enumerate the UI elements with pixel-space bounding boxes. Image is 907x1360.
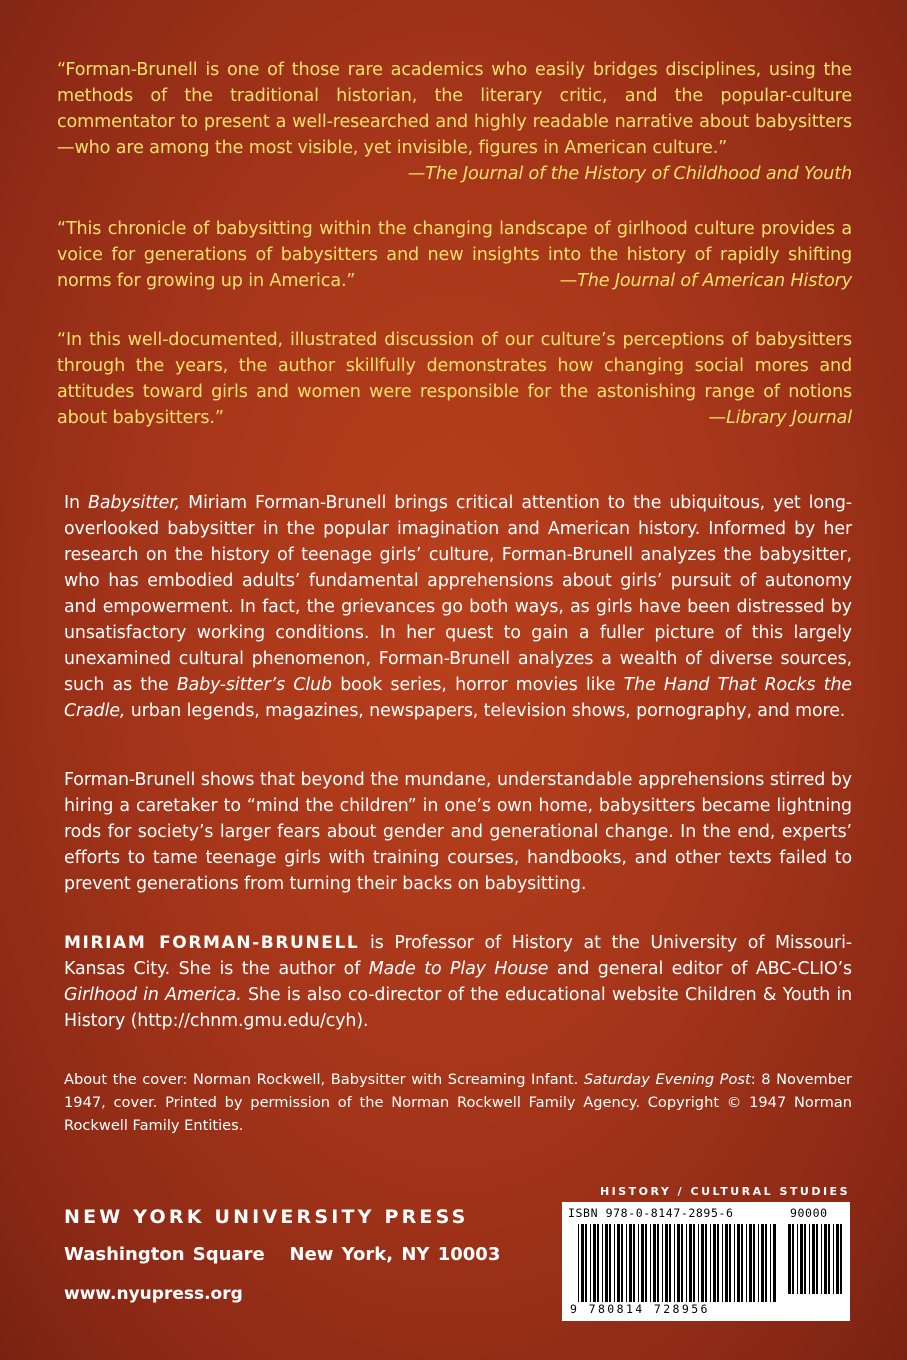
isbn-label: ISBN 978-0-8147-2895-6 bbox=[568, 1206, 734, 1220]
barcode-bar bbox=[650, 1224, 651, 1302]
barcode-bar bbox=[770, 1224, 771, 1302]
barcode-bar bbox=[758, 1224, 759, 1302]
barcode-bar bbox=[741, 1224, 743, 1302]
review-2 bbox=[57, 216, 852, 294]
barcode-bar bbox=[638, 1224, 639, 1302]
publisher-website: www.nyupress.org bbox=[64, 1284, 243, 1304]
review-2-text: “This chronicle of babysitting within the changing landscape of girlhood culture provides a voice for generations of babysitters and new insights into the history of rapidly shifting norms for growing up in America.” bbox=[57, 219, 852, 291]
barcode-bar bbox=[602, 1224, 603, 1302]
barcode-bar bbox=[617, 1224, 620, 1302]
barcode-bar bbox=[657, 1224, 659, 1302]
barcode-bar bbox=[698, 1224, 699, 1302]
publisher-name: NEW YORK UNIVERSITY PRESS bbox=[64, 1206, 469, 1228]
barcode-bar bbox=[681, 1224, 683, 1302]
barcode-bar bbox=[773, 1224, 776, 1302]
barcode-bar bbox=[765, 1224, 767, 1302]
barcode-bar bbox=[626, 1224, 627, 1302]
barcode-bar bbox=[614, 1224, 615, 1302]
bio-book-title: Made to Play House bbox=[368, 959, 549, 979]
barcode-bar bbox=[753, 1224, 755, 1302]
review-1-text: “Forman-Brunell is one of those rare academics who easily bridges disciplines, using the methods of the traditional historian, the literary critic, and the popular-culture commentator to present a well-researched and highly readable narrative about babysitters—who are among the most visible, yet invisible, figures in American culture.” bbox=[57, 60, 852, 158]
review-2-attribution: —The Journal of American History bbox=[559, 271, 852, 291]
barcode-bar bbox=[609, 1224, 611, 1302]
barcode-bar bbox=[800, 1224, 803, 1294]
description-paragraph-1 bbox=[64, 490, 852, 724]
barcode-bar bbox=[722, 1224, 723, 1302]
barcode-bar bbox=[665, 1224, 668, 1302]
barcode-bar bbox=[713, 1224, 716, 1302]
review-3-attribution: —Library Journal bbox=[708, 408, 852, 428]
publisher-address: Washington Square New York, NY 10003 bbox=[64, 1244, 501, 1265]
barcode-bar bbox=[797, 1224, 798, 1294]
barcode-bar bbox=[633, 1224, 635, 1302]
barcode-bar bbox=[737, 1224, 740, 1302]
barcode-bar bbox=[605, 1224, 608, 1302]
price-code: 90000 bbox=[790, 1206, 828, 1220]
barcode-bar bbox=[717, 1224, 719, 1302]
barcode-bar bbox=[788, 1224, 791, 1294]
barcode-bar bbox=[705, 1224, 707, 1302]
barcode-bar bbox=[701, 1224, 704, 1302]
desc-book-title: Babysitter, bbox=[87, 493, 181, 513]
barcode-bar bbox=[710, 1224, 711, 1302]
barcode-bar bbox=[585, 1224, 587, 1302]
barcode bbox=[562, 1202, 850, 1321]
barcode-bar bbox=[836, 1224, 839, 1294]
barcode-bar bbox=[792, 1224, 794, 1294]
barcode-bar bbox=[686, 1224, 687, 1302]
barcode-bar bbox=[816, 1224, 818, 1294]
barcode-bar bbox=[641, 1224, 644, 1302]
desc-series-title: Baby-sitter’s Club bbox=[176, 675, 332, 695]
author-bio bbox=[64, 930, 852, 1034]
barcode-bar bbox=[662, 1224, 663, 1302]
cover-note-text: : 8 November 1947, cover. Printed by permission of the Norman Rockwell Family Agency. Copyright © 1947 Norman Rockwell Family Entities. bbox=[64, 1071, 852, 1134]
barcode-bar bbox=[833, 1224, 834, 1294]
barcode-bar bbox=[693, 1224, 695, 1302]
barcode-bar bbox=[761, 1224, 764, 1302]
barcode-bar bbox=[677, 1224, 680, 1302]
author-name: MIRIAM FORMAN-BRUNELL bbox=[64, 933, 360, 953]
barcode-bar bbox=[809, 1224, 810, 1294]
barcode-bars-main bbox=[578, 1224, 778, 1302]
barcode-bar bbox=[804, 1224, 806, 1294]
barcode-bar bbox=[578, 1224, 579, 1302]
barcode-digits: 9 780814 728956 bbox=[570, 1302, 710, 1316]
barcode-bar bbox=[593, 1224, 596, 1302]
desc-text: urban legends, magazines, newspapers, television shows, pornography, and more. bbox=[125, 701, 846, 721]
description-paragraph-2: Forman-Brunell shows that beyond the mundane, understandable apprehensions stirred by hiring a caretaker to “mind the children” in one’s own home, babysitters became lightning rods for society’s larger fears about gender and generational change. In the end, experts’ efforts to tame teenage girls with training courses, handbooks, and other texts failed to prevent generations from turning their backs on babysitting. bbox=[64, 770, 852, 894]
barcode-bar bbox=[729, 1224, 731, 1302]
barcode-bar bbox=[725, 1224, 728, 1302]
desc-text: Miriam Forman-Brunell brings critical attention to the ubiquitous, yet long-overlooked babysitter in the popular imagination and American history. Informed by her research on the history of teenage girls’ culture, Forman-Brunell analyzes the babysitter, who has embodied adults’ fundamental apprehensions about girls’ pursuit of autonomy and empowerment. In fact, the grievances go both ways, as girls have been distressed by unsatisfactory working conditions. In her quest to gain a fuller picture of this largely unexamined cultural phenomenon, Forman-Brunell analyzes a wealth of diverse sources, such as the bbox=[64, 493, 852, 695]
bio-series-title: Girlhood in America. bbox=[64, 985, 242, 1005]
review-3-text: “In this well-documented, illustrated discussion of our culture’s perceptions of babysitters through the years, the author skillfully demonstrates how changing social mores and attitudes toward girls and women were responsible for the astonishing range of notions about babysitters.” bbox=[57, 330, 852, 428]
cover-note bbox=[64, 1068, 852, 1137]
desc-text: book series, horror movies like bbox=[331, 675, 624, 695]
barcode-bar bbox=[689, 1224, 692, 1302]
barcode-bars-addon bbox=[788, 1224, 844, 1294]
barcode-bar bbox=[629, 1224, 632, 1302]
desc-movie-title: The Hand That Rocks the Cradle, bbox=[64, 675, 852, 721]
barcode-bar bbox=[645, 1224, 647, 1302]
review-1 bbox=[57, 57, 852, 187]
barcode-bar bbox=[590, 1224, 591, 1302]
barcode-bar bbox=[746, 1224, 747, 1302]
cover-note-text: About the cover: Norman Rockwell, Babysitter with Screaming Infant. bbox=[64, 1071, 584, 1088]
barcode-bar bbox=[734, 1224, 735, 1302]
category-label: HISTORY / CULTURAL STUDIES bbox=[599, 1185, 850, 1198]
review-1-attribution: —The Journal of the History of Childhood and Youth bbox=[407, 164, 852, 184]
barcode-bar bbox=[653, 1224, 656, 1302]
desc-text: In bbox=[64, 493, 88, 513]
bio-text: She is also co-director of the educational website Children & Youth in History (http://chnm.gmu.edu/cyh). bbox=[64, 985, 852, 1031]
barcode-bar bbox=[828, 1224, 830, 1294]
bio-text: and general editor of ABC-CLIO’s bbox=[548, 959, 852, 979]
barcode-bar bbox=[812, 1224, 815, 1294]
barcode-bar bbox=[749, 1224, 752, 1302]
barcode-bar bbox=[669, 1224, 671, 1302]
barcode-bar bbox=[621, 1224, 623, 1302]
barcode-bar bbox=[821, 1224, 822, 1294]
barcode-bar bbox=[824, 1224, 827, 1294]
bio-text: is Professor of History at the University of Missouri-Kansas City. She is the author of bbox=[64, 933, 852, 979]
barcode-bar bbox=[597, 1224, 599, 1302]
review-3 bbox=[57, 327, 852, 431]
barcode-bar bbox=[840, 1224, 842, 1294]
barcode-bar bbox=[581, 1224, 584, 1302]
cover-note-magazine: Saturday Evening Post bbox=[583, 1071, 751, 1088]
barcode-bar bbox=[674, 1224, 675, 1302]
